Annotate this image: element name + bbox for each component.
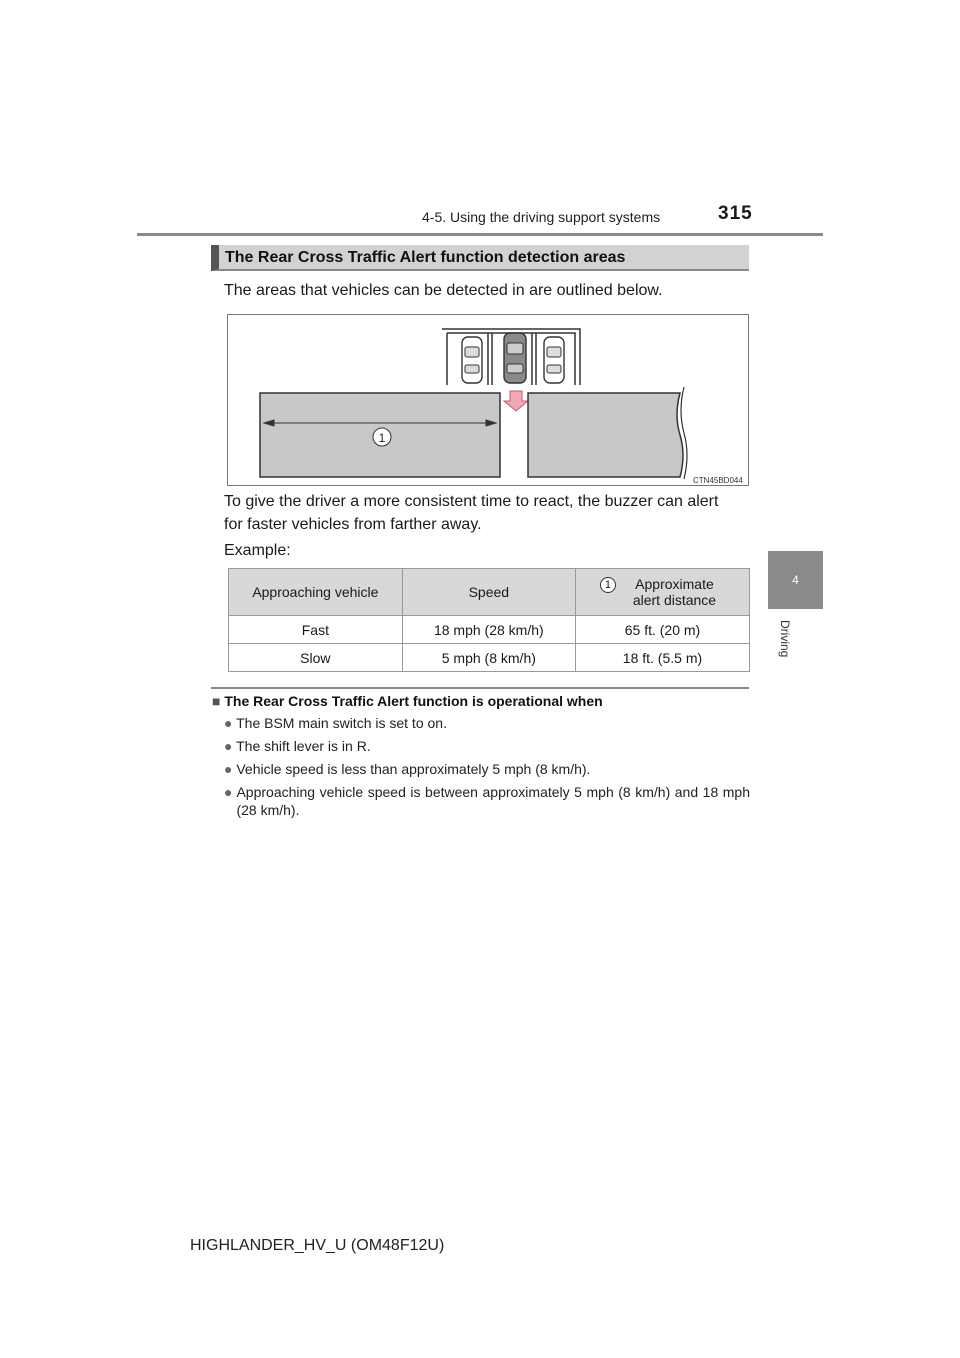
cell-speed: 5 mph (8 km/h): [402, 644, 575, 672]
alert-distance-table: [228, 568, 750, 672]
table-header-row: [229, 569, 750, 616]
bullet-text: Approaching vehicle speed is between approximately 5 mph (8 km/h) and 18 mph (28 km/h).: [236, 784, 750, 818]
callout-1-header-icon: 1: [600, 577, 616, 593]
intro-paragraph: The areas that vehicles can be detected in are outlined below.: [224, 282, 663, 299]
cell-vehicle: Fast: [229, 616, 403, 644]
body-line-1: To give the driver a more consistent time to react, the buzzer can alert: [224, 493, 719, 510]
table-row: [229, 616, 750, 644]
reverse-direction-arrow-icon: [504, 391, 528, 411]
header-alert-distance-line2: alert distance: [632, 592, 717, 608]
header-approaching-vehicle: Approaching vehicle: [229, 569, 403, 616]
list-item: [224, 760, 590, 778]
parked-car-right-icon: [544, 337, 564, 383]
detection-area-figure: [227, 314, 749, 486]
bullet-icon: ●: [224, 715, 233, 731]
example-label: Example:: [224, 542, 291, 559]
cell-speed: 18 mph (28 km/h): [402, 616, 575, 644]
callout-1-label: 1: [378, 431, 386, 445]
header-speed: Speed: [402, 569, 575, 616]
list-item: [224, 737, 371, 755]
bullet-icon: ●: [224, 738, 233, 754]
section-title: The Rear Cross Traffic Alert function detection areas: [211, 245, 749, 271]
note-title-text: The Rear Cross Traffic Alert function is operational when: [224, 693, 603, 709]
page-number: 315: [718, 203, 753, 224]
header-rule: [137, 233, 823, 236]
bullet-text: Vehicle speed is less than approximately 5 mph (8 km/h).: [236, 761, 591, 777]
bullet-text: The shift lever is in R.: [236, 738, 371, 754]
bullet-icon: ●: [224, 784, 233, 800]
bullet-text: The BSM main switch is set to on.: [236, 715, 447, 731]
cell-vehicle: Slow: [229, 644, 403, 672]
detection-area-diagram: [228, 315, 748, 485]
note-rule: [211, 687, 749, 689]
chapter-tab-label: Driving: [778, 620, 792, 658]
note-title: [212, 693, 603, 709]
bullet-icon: ●: [224, 761, 233, 777]
running-header: 4-5. Using the driving support systems: [422, 209, 661, 225]
cell-distance: 65 ft. (20 m): [575, 616, 749, 644]
reversing-car-icon: [504, 333, 526, 383]
header-approximate: Approximate: [635, 576, 714, 592]
cell-distance: 18 ft. (5.5 m): [575, 644, 749, 672]
note-marker-icon: ■: [212, 693, 221, 709]
footer-model-code: HIGHLANDER_HV_U (OM48F12U): [190, 1237, 445, 1254]
list-item: [224, 783, 750, 819]
detection-area-right: [528, 393, 683, 477]
body-line-2: for faster vehicles from farther away.: [224, 516, 482, 533]
figure-code: CTN45BD044: [693, 476, 743, 485]
parked-car-left-icon: [462, 337, 482, 383]
list-item: [224, 714, 447, 732]
table-row: [229, 644, 750, 672]
chapter-tab: 4: [768, 551, 823, 609]
header-alert-distance: [575, 569, 749, 616]
